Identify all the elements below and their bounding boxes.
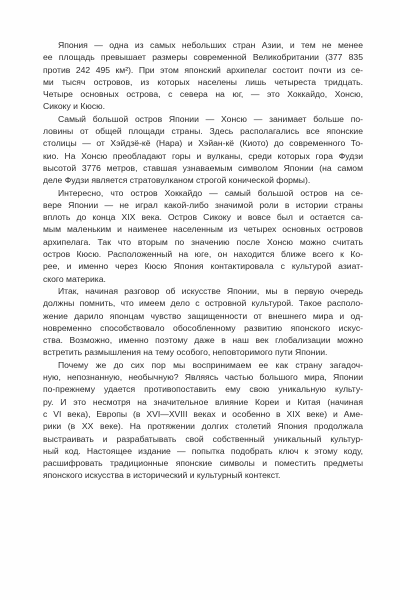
text-line: ства. Возможно, именно поэтому даже в наш век глобализации можно	[43, 335, 363, 346]
text-line: против 242 495 км²). При этом японский архипелаг состоит почти из се-	[43, 64, 363, 75]
text-line: кио. На Хонсю преобладают горы и вулканы, среди которых гора Фудзи	[43, 150, 363, 161]
text-line: ее площадь превышает размеры современной Великобритании (377 835	[43, 52, 363, 63]
text-line: ловины от общей площади страны. Здесь располагались все японские	[43, 126, 363, 137]
text-line: столицы — от Хэйдзё-кё (Нара) и Хэйан-кё (Киото) до современного То-	[43, 138, 363, 149]
text-line: остров Кюсю. Расположенный на юге, он находится ближе всего к Ко-	[43, 249, 363, 260]
text-line: жение дарило японцам чувство защищенности от внешнего мира и од-	[43, 310, 363, 321]
body-text	[43, 39, 363, 482]
text-line: Самый большой остров Японии — Хонсю — занимает больше по-	[58, 113, 363, 124]
text-line: ный код. Настоящее издание — попытка подобрать ключ к этому коду,	[43, 445, 363, 456]
text-line: Итак, начиная разговор об искусстве Японии, мы в первую очередь	[58, 285, 363, 296]
text-line: вере Японии — не играл какой-либо значимой роли в истории страны	[43, 199, 363, 210]
paragraph-5	[43, 359, 363, 482]
paragraph-1	[43, 39, 363, 113]
text-line: архипелага. Так что вторым по значению после Хонсю можно считать	[43, 236, 363, 247]
text-line: рики (в XX веке). На протяжении долгих столетий Япония продолжала	[43, 421, 363, 432]
text-line: ную, непознанную, необычную? Являясь частью большого мира, Японии	[43, 372, 363, 383]
text-line: деле Фудзи является стратовулканом строгой конической формы).	[43, 175, 311, 186]
text-line: мым маленьким и наименее населенным из четырех основных островов	[43, 224, 363, 235]
text-line: выстраивать и разрабатывать свой собственный уникальный культур-	[43, 433, 363, 444]
paragraph-2	[43, 113, 363, 187]
text-line: высотой 3776 метров, ставшая узнаваемым символом Японии (на самом	[43, 162, 363, 173]
text-line: должны помнить, что имеем дело с островной культурой. Такое располо-	[43, 298, 363, 309]
text-line: вплоть до конца XIX века. Остров Сикоку и вовсе был и остается са-	[43, 212, 363, 223]
text-line: ми тысяч островов, из которых населены лишь четыреста тридцать.	[43, 76, 363, 87]
text-line: встретить размышления на тему особого, неповторимого пути Японии.	[43, 347, 328, 358]
text-line: ского материка.	[43, 273, 106, 284]
text-line: Япония — одна из самых небольших стран Азии, и тем не менее	[58, 40, 363, 50]
text-line: расшифровать традиционные японские символы и поместить предметы	[43, 458, 363, 469]
text-line: Интересно, что остров Хоккайдо — самый большой остров на се-	[58, 187, 363, 198]
text-line: с VI века), Европы (в XVI—XVIII веках и особенно в XIX веке) и Аме-	[43, 408, 363, 419]
paragraph-3	[43, 187, 363, 285]
text-line: Четыре основных острова, с севера на юг, — это Хоккайдо, Хонсю,	[43, 89, 363, 100]
paragraph-4	[43, 285, 363, 359]
text-line: Сикоку и Кюсю.	[43, 101, 105, 112]
text-line: японского искусства в исторический и культурный контекст.	[43, 470, 281, 481]
text-line: по-прежнему удается противопоставить ему свою уникальную культу-	[43, 384, 363, 395]
text-line: рее, и именно через Кюсю Япония контактировала с культурой азиат-	[43, 261, 363, 272]
text-line: Почему же до сих пор мы воспринимаем ее как страну загадоч-	[58, 359, 363, 370]
text-line: новременно способствовало обособленному развитию японского искус-	[43, 322, 363, 333]
text-line: ру. И это несмотря на значительное влияние Кореи и Китая (начиная	[43, 396, 363, 407]
